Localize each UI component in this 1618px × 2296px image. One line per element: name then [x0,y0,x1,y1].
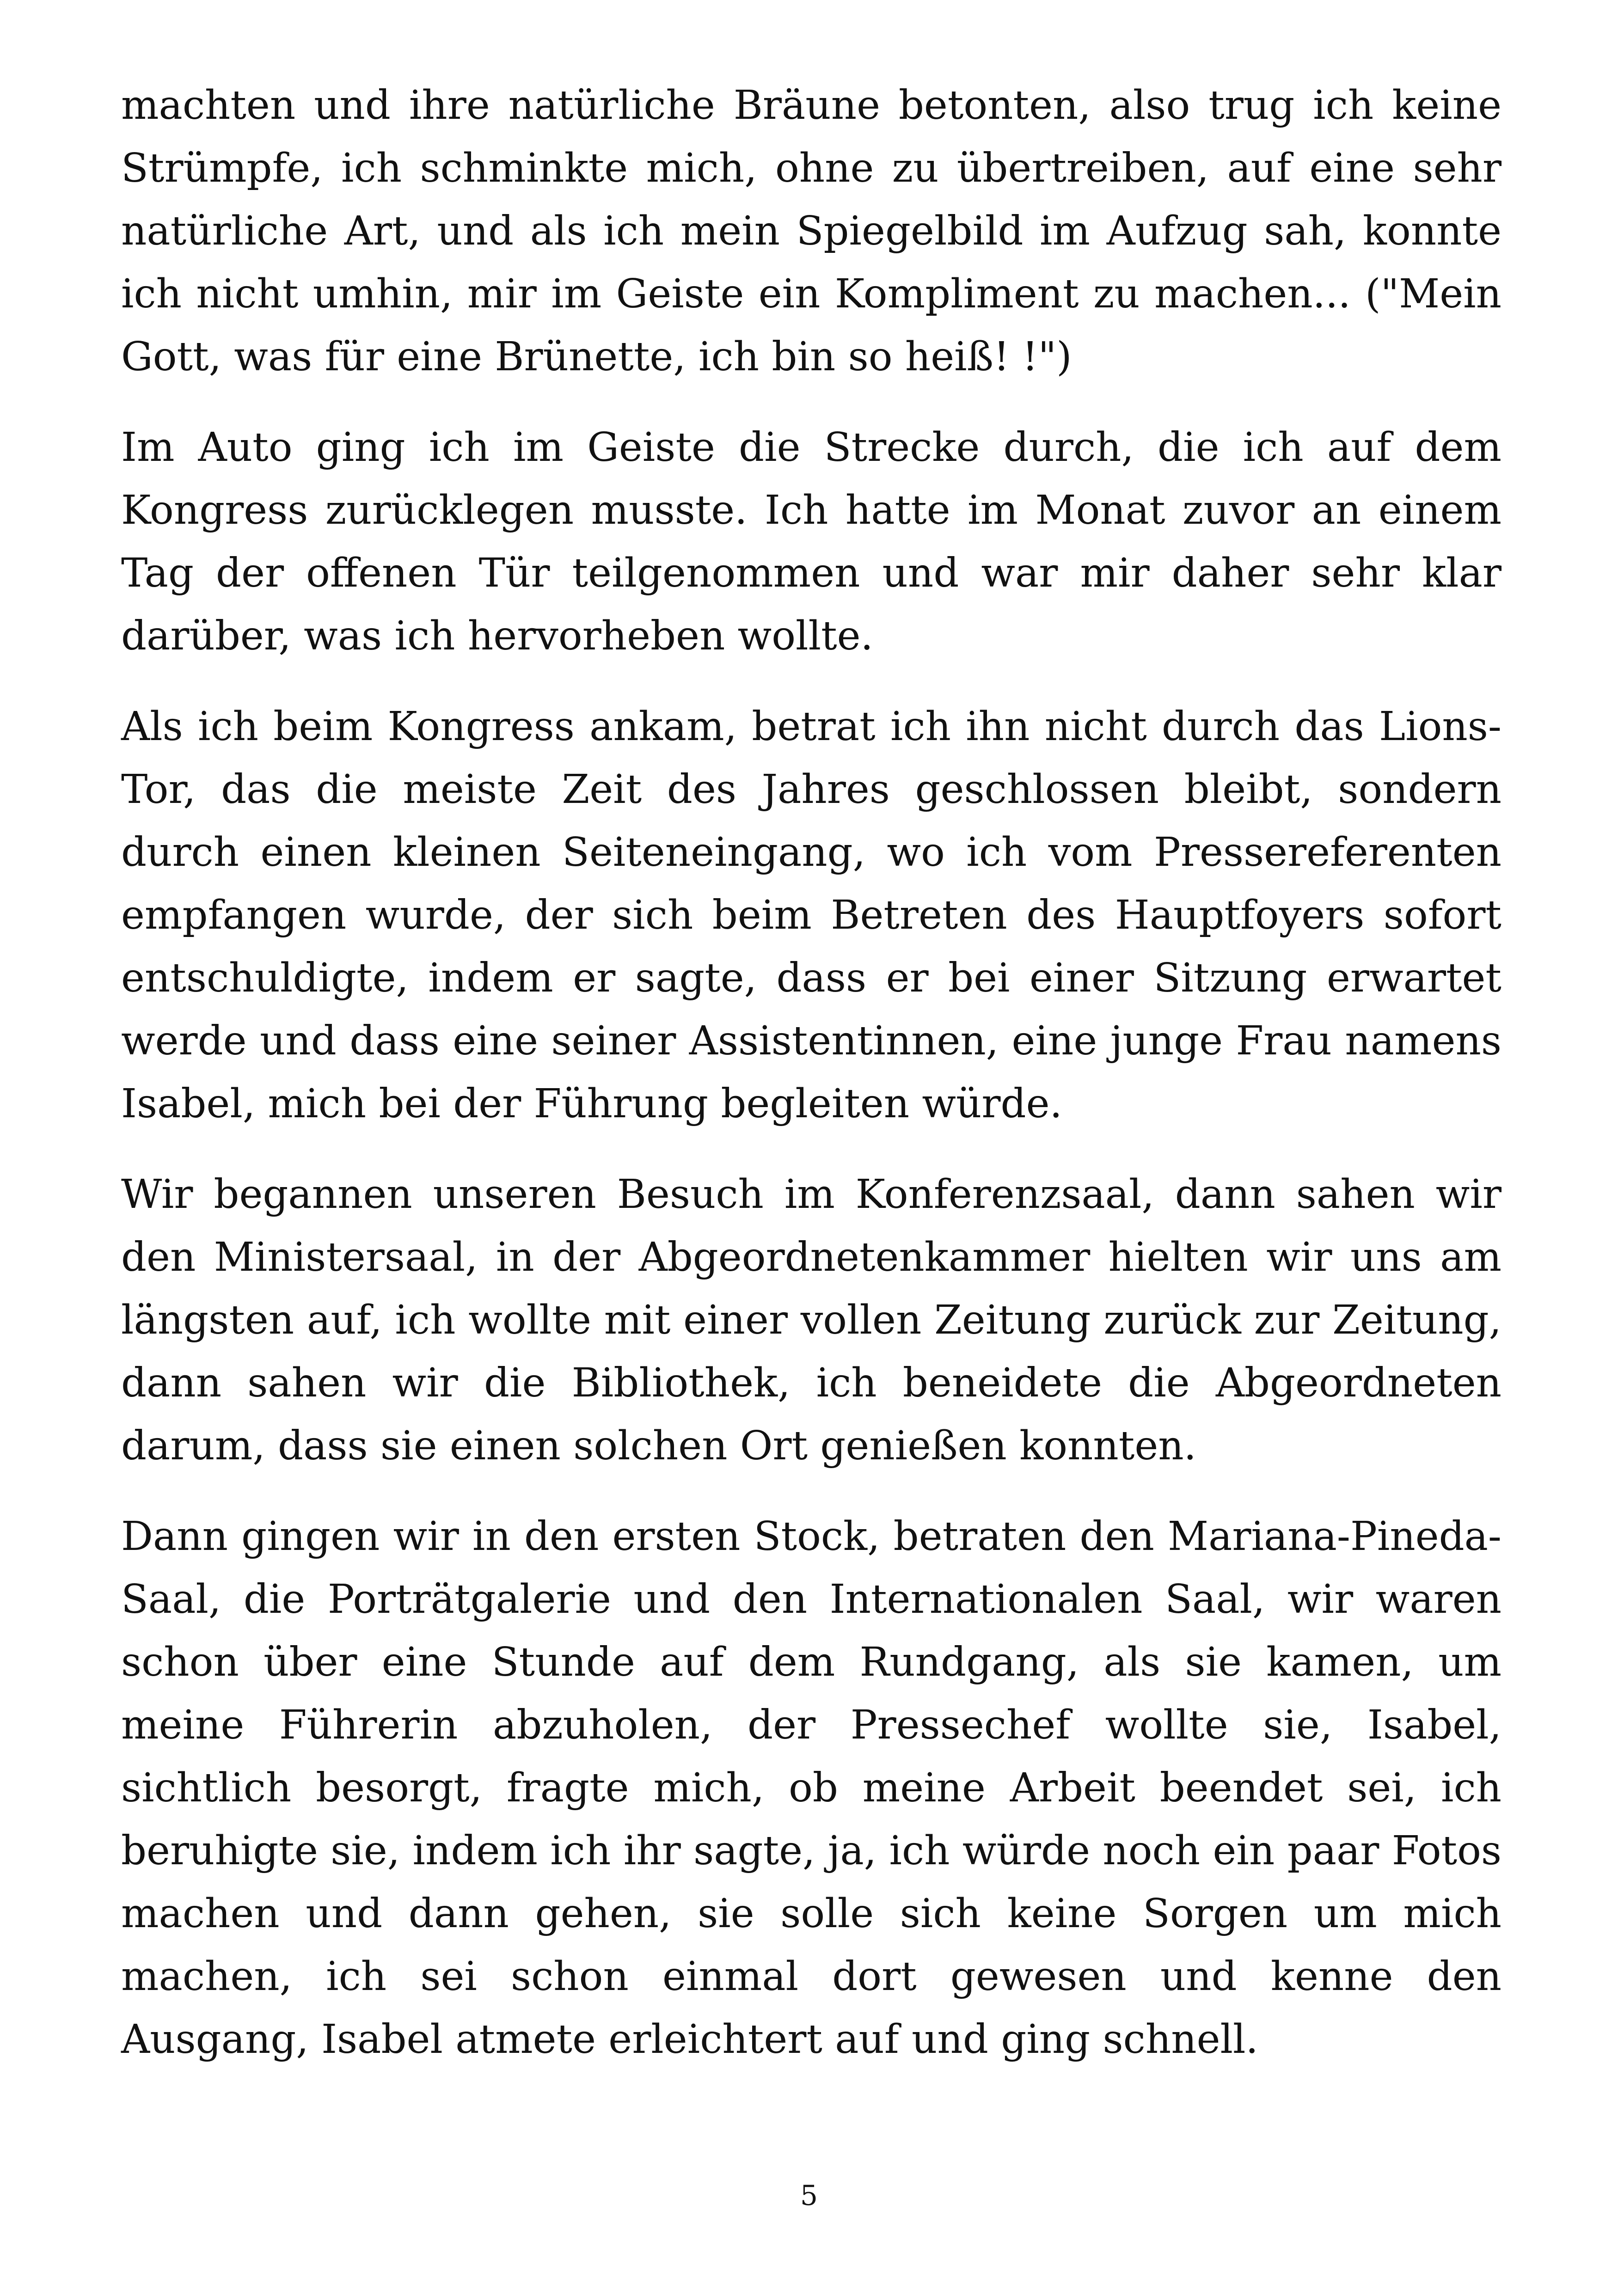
page-number: 5 [800,2180,818,2212]
paragraph-3: Als ich beim Kongress ankam, betrat ich ihn nicht durch das Lions-Tor, das die meiste Zeit des Jahres geschlossen bleibt, sondern durch einen kleinen Seiteneingang, wo ich vom Pressereferenten empfangen wurde, der sich beim Betreten des Hauptfoyers sofort entschuldigte, indem er sagte, dass er bei einer Sitzung erwartet werde und dass eine seiner Assistentinnen, eine junge Frau namens Isabel, mich bei der Führung begleiten würde. [121,704,1502,1127]
paragraph-1: machten und ihre natürliche Bräune betonten, also trug ich keine Strümpfe, ich schminkte mich, ohne zu übertreiben, auf eine sehr natürliche Art, und als ich mein Spiegelbild im Aufzug sah, konnte ich nicht umhin, mir im Geiste ein Kompliment zu machen... ("Mein Gott, was für eine Brünette, ich bin so heiß! !") [121,82,1502,380]
paragraph-5: Dann gingen wir in den ersten Stock, betraten den Mariana-Pineda-Saal, die Porträtgalerie und den Internationalen Saal, wir waren schon über eine Stunde auf dem Rundgang, als sie kamen, um meine Führerin abzuholen, der Pressechef wollte sie, Isabel, sichtlich besorgt, fragte mich, ob meine Arbeit beendet sei, ich beruhigte sie, indem ich ihr sagte, ja, ich würde noch ein paar Fotos machen und dann gehen, sie solle sich keine Sorgen um mich machen, ich sei schon einmal dort gewesen und kenne den Ausgang, Isabel atmete erleichtert auf und ging schnell. [121,1513,1502,2063]
paragraph-4: Wir begannen unseren Besuch im Konferenzsaal, dann sahen wir den Ministersaal, in der Abgeordnetenkammer hielten wir uns am längsten auf, ich wollte mit einer vollen Zeitung zurück zur Zeitung, dann sahen wir die Bibliothek, ich beneidete die Abgeordneten darum, dass sie einen solchen Ort genießen konnten. [121,1171,1502,1469]
paragraph-2: Im Auto ging ich im Geiste die Strecke durch, die ich auf dem Kongress zurücklegen musste. Ich hatte im Monat zuvor an einem Tag der offenen Tür teilgenommen und war mir daher sehr klar darüber, was ich hervorheben wollte. [121,424,1502,659]
body-text [121,74,1502,2099]
